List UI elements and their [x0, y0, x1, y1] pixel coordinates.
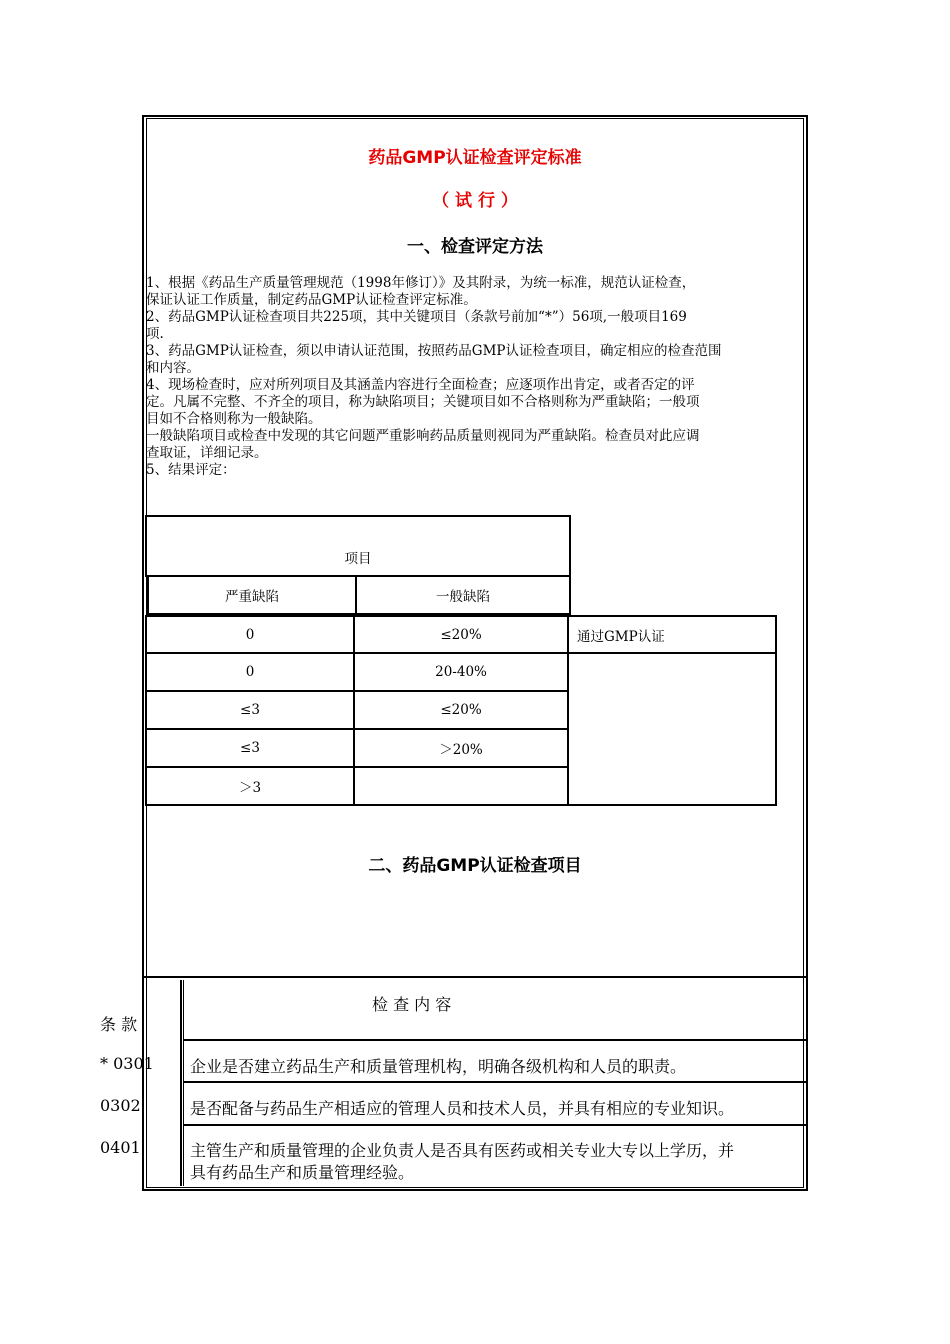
document-subtitle: （ 试 行 ） — [432, 191, 518, 211]
table-cell-serious: ≤3 — [145, 728, 355, 768]
table-cell-result: 通过GMP认证 — [567, 615, 777, 654]
table-cell-serious: 0 — [145, 652, 355, 692]
table-cell-general: ≤20% — [353, 690, 569, 730]
text-line: 1、根据《药品生产质量管理规范（1998年修订）》及其附录，为统一标准，规范认证检查， — [146, 275, 696, 291]
paragraph-1 — [146, 275, 806, 309]
method-paragraphs — [146, 275, 806, 479]
table-cell-result-merged — [567, 652, 777, 806]
text-line: 3、药品GMP认证检查，须以申请认证范围，按照药品GMP认证检查项目，确定相应的检查范围 — [146, 343, 722, 359]
document-title: 药品GMP认证检查评定标准 — [368, 148, 582, 168]
paragraph-2 — [146, 309, 806, 343]
row-rule — [184, 1124, 806, 1126]
table-cell-general: ≤20% — [353, 615, 569, 654]
text-line: 保证认证工作质量，制定药品GMP认证检查评定标准。 — [146, 292, 477, 308]
clause-content-continued: 具有药品生产和质量管理经验。 — [190, 1163, 415, 1182]
column-header-clause: 条 款 — [100, 1015, 138, 1034]
clause-number: 0302 — [100, 1096, 141, 1115]
clause-content: 主管生产和质量管理的企业负责人是否具有医药或相关专业大专以上学历，并 — [190, 1141, 735, 1160]
table-cell-serious: ≤3 — [145, 690, 355, 730]
section-heading-1: 一、检查评定方法 — [407, 237, 543, 257]
items-table-top-rule — [144, 976, 806, 978]
row-rule — [184, 1081, 806, 1083]
text-line: 和内容。 — [146, 360, 200, 376]
clause-content: 企业是否建立药品生产和质量管理机构，明确各级机构和人员的职责。 — [190, 1057, 687, 1076]
table-header-serious: 严重缺陷 — [147, 575, 357, 615]
paragraph-3 — [146, 343, 806, 377]
table-cell-serious: 0 — [145, 615, 355, 654]
clause-number: 0401 — [100, 1138, 141, 1157]
text-line: 5、结果评定： — [146, 462, 236, 478]
paragraph-5 — [146, 428, 806, 462]
text-line: 2、药品GMP认证检查项目共225项，其中关键项目（条款号前加“*”）56项,一般项目169 — [146, 309, 687, 325]
table-cell-general — [353, 766, 569, 806]
paragraph-4 — [146, 377, 806, 428]
paragraph-6 — [146, 462, 806, 479]
text-line: 查取证，详细记录。 — [146, 445, 268, 461]
column-header-content: 检 查 内 容 — [372, 995, 452, 1014]
table-cell-serious: ＞3 — [145, 766, 355, 806]
text-line: 4、现场检查时，应对所列项目及其涵盖内容进行全面检查；应逐项作出肯定，或者否定的评 — [146, 377, 695, 393]
header-bottom-rule — [184, 1039, 806, 1041]
table-header-project: 项目 — [145, 515, 571, 577]
items-table-column-divider — [180, 980, 182, 1186]
table-cell-general: 20-40% — [353, 652, 569, 692]
clause-content: 是否配备与药品生产相适应的管理人员和技术人员，并具有相应的专业知识。 — [190, 1099, 735, 1118]
clause-number: * 0301 — [100, 1054, 154, 1073]
text-line: 项. — [146, 326, 164, 342]
table-header-general: 一般缺陷 — [355, 575, 571, 615]
text-line: 定。凡属不完整、不齐全的项目，称为缺陷项目；关键项目如不合格则称为严重缺陷；一般项 — [146, 394, 700, 410]
text-line: 目如不合格则称为一般缺陷。 — [146, 411, 322, 427]
text-line: 一般缺陷项目或检查中发现的其它问题严重影响药品质量则视同为严重缺陷。检查员对此应调 — [146, 428, 700, 444]
section-heading-2: 二、药品GMP认证检查项目 — [368, 856, 582, 876]
table-cell-general: ＞20% — [353, 728, 569, 768]
